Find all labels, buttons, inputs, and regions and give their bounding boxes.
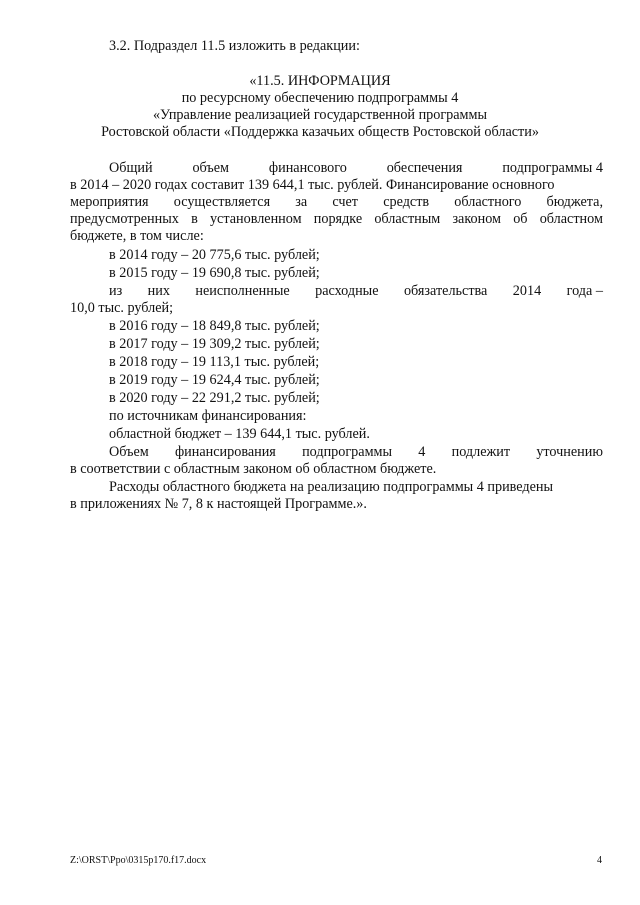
- sources-label: по источникам финансирования:: [109, 408, 307, 424]
- word: мероприятия: [70, 194, 149, 210]
- footer-file-path: Z:\ORST\Ppo\0315p170.f17.docx: [70, 855, 207, 866]
- paragraph2-line-1: [109, 444, 603, 461]
- heading-line-4: Ростовской области «Поддержка казачьих обществ Ростовской области»: [101, 124, 539, 140]
- paragraph2-line-2: в соответствии с областным законом об областном бюджете.: [70, 461, 437, 477]
- word: бюджета,: [546, 194, 603, 210]
- word: них: [147, 283, 170, 299]
- word: подлежит: [451, 444, 511, 460]
- year-2020-line: в 2020 году – 22 291,2 тыс. рублей;: [109, 390, 320, 406]
- year-2014-line: в 2014 году – 20 775,6 тыс. рублей;: [109, 247, 320, 263]
- word: подпрограммы 4: [502, 160, 603, 176]
- word: подпрограммы: [302, 444, 393, 460]
- word: года –: [566, 283, 603, 299]
- word: порядке: [313, 211, 363, 227]
- word: в: [191, 211, 198, 227]
- word: финансирования: [174, 444, 276, 460]
- word: осуществляется: [173, 194, 271, 210]
- regional-budget-line: областной бюджет – 139 644,1 тыс. рублей.: [109, 426, 370, 442]
- word: расходные: [315, 283, 379, 299]
- paragraph1-line-1: [109, 160, 603, 177]
- word: неисполненные: [195, 283, 290, 299]
- paragraph3-line-1: Расходы областного бюджета на реализацию подпрограммы 4 приведены: [109, 479, 554, 495]
- word: законом: [452, 211, 502, 227]
- word: предусмотренных: [70, 211, 179, 227]
- page-number: 4: [597, 855, 602, 866]
- word: средств: [383, 194, 430, 210]
- word: обязательства: [403, 283, 488, 299]
- paragraph1-line-5: бюджете, в том числе:: [70, 228, 204, 244]
- word: областным: [374, 211, 441, 227]
- heading-line-2: по ресурсному обеспечению подпрограммы 4: [181, 90, 459, 106]
- heading-line-3: «Управление реализацией государственной программы: [152, 107, 488, 123]
- word: финансового: [268, 160, 347, 176]
- year-2018-line: в 2018 году – 19 113,1 тыс. рублей;: [109, 354, 320, 370]
- word: Общий: [109, 160, 153, 176]
- word: счет: [332, 194, 359, 210]
- paragraph3-line-2: в приложениях № 7, 8 к настоящей Программе.».: [70, 496, 367, 512]
- word: установленном: [209, 211, 302, 227]
- unfulfilled-obligations-cont: 10,0 тыс. рублей;: [70, 300, 174, 316]
- word: 2014: [512, 283, 542, 299]
- paragraph1-line-4: [70, 211, 603, 228]
- heading-title: «11.5. ИНФОРМАЦИЯ: [249, 73, 391, 89]
- unfulfilled-obligations-line: [109, 283, 603, 300]
- year-2016-line: в 2016 году – 18 849,8 тыс. рублей;: [109, 318, 320, 334]
- year-2019-line: в 2019 году – 19 624,4 тыс. рублей;: [109, 372, 320, 388]
- year-2017-line: в 2017 году – 19 309,2 тыс. рублей;: [109, 336, 320, 352]
- word: Объем: [109, 444, 149, 460]
- word: уточнению: [536, 444, 603, 460]
- word: областном: [539, 211, 603, 227]
- paragraph1-line-2: в 2014 – 2020 годах составит 139 644,1 тыс. рублей. Финансирование основного: [70, 177, 555, 193]
- word: об: [513, 211, 528, 227]
- paragraph1-line-3: [70, 194, 603, 211]
- word: 4: [418, 444, 426, 460]
- word: областного: [454, 194, 522, 210]
- word: объем: [192, 160, 230, 176]
- word: из: [109, 283, 123, 299]
- intro-line: 3.2. Подраздел 11.5 изложить в редакции:: [109, 38, 360, 54]
- word: за: [295, 194, 308, 210]
- year-2015-line: в 2015 году – 19 690,8 тыс. рублей;: [109, 265, 320, 281]
- word: обеспечения: [386, 160, 463, 176]
